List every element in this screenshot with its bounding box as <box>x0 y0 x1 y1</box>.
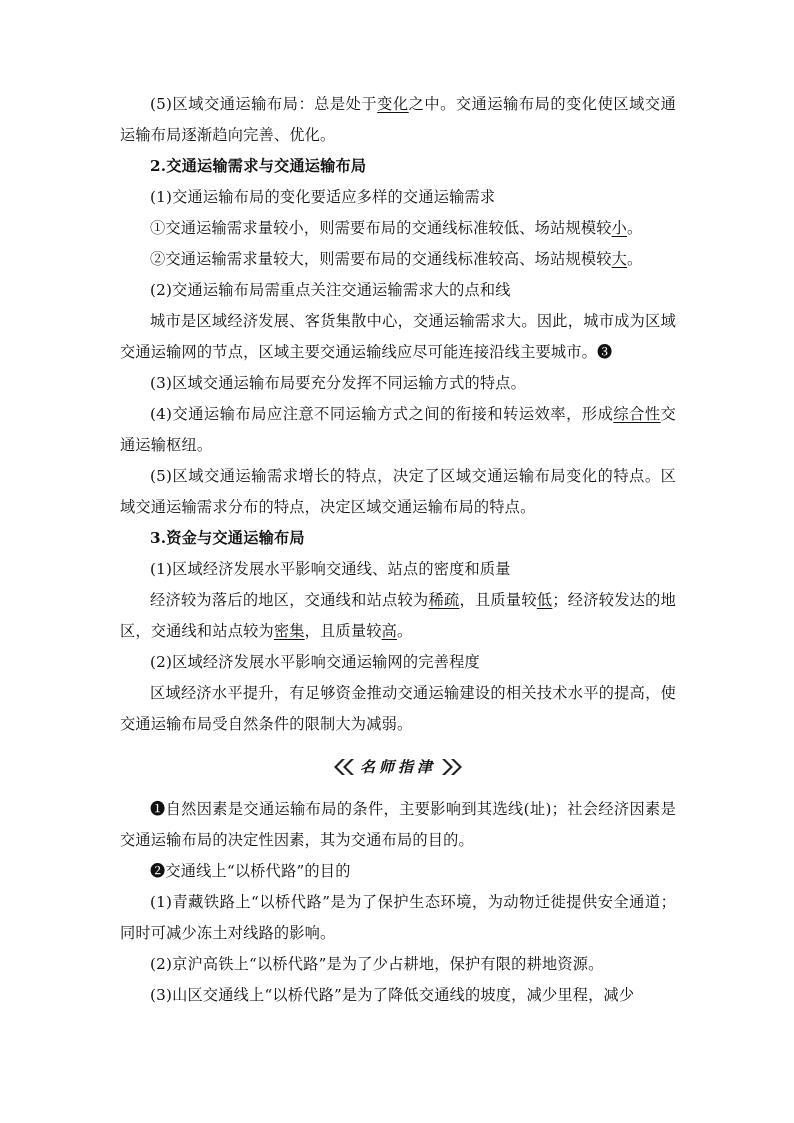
underlined-answer: 高 <box>381 622 397 640</box>
paragraph: 经济较为落后的地区，交通线和站点较为稀疏，且质量较低；经济较发达的地区，交通线和站点较为密集，且质量较高。 <box>120 591 677 640</box>
paragraph: (3)区域交通运输布局要充分发挥不同运输方式的特点。 <box>150 374 527 392</box>
underlined-answer: 低 <box>536 591 553 609</box>
paragraph: ①交通运输需求量较小，则需要布局的交通线标准较低、场站规模较小。 <box>150 219 643 237</box>
paragraph: ②交通运输需求量较大，则需要布局的交通线标准较高、场站规模较大。 <box>150 250 643 268</box>
underlined-answer: 变化 <box>377 95 409 113</box>
double-chevron-right-icon <box>442 758 464 776</box>
paragraph: (5)区域交通运输需求增长的特点，决定了区域交通运输布局变化的特点。区域交通运输需求分布的特点，决定区域交通运输布局的特点。 <box>120 467 676 516</box>
underlined-answer: 稀疏 <box>428 591 460 609</box>
paragraph: (1)区域经济发展水平影响交通线、站点的密度和质量 <box>150 560 511 578</box>
paragraph: (4)交通运输布局应注意不同运输方式之间的衔接和转运效率，形成综合性交通运输枢纽。 <box>120 405 676 454</box>
note-paragraph: ❷交通线上“以桥代路”的目的 <box>150 862 351 880</box>
underlined-answer: 小 <box>611 219 628 237</box>
note-paragraph: (2)京沪高铁上“以桥代路”是为了少占耕地，保护有限的耕地资源。 <box>150 955 604 973</box>
paragraph: (2)区域经济发展水平影响交通运输网的完善程度 <box>150 653 480 671</box>
double-chevron-left-icon <box>332 758 354 776</box>
note-paragraph: ❶自然因素是交通运输布局的条件，主要影响到其选线(址)；社会经济因素是交通运输布局的决定性因素，其为交通布局的目的。 <box>120 800 676 849</box>
section-heading-2: 2.交通运输需求与交通运输布局 <box>150 157 367 175</box>
paragraph: (1)交通运输布局的变化要适应多样的交通运输需求 <box>150 188 496 206</box>
note-paragraph: (3)山区交通线上“以桥代路”是为了降低交通线的坡度，减少里程，减少 <box>150 986 635 1004</box>
underlined-answer: 综合性 <box>613 405 661 423</box>
note-paragraph: (1)青藏铁路上“以桥代路”是为了保护生态环境，为动物迁徙提供安全通道；同时可减少冻土对线路的影响。 <box>120 893 676 942</box>
tips-banner-title: 名师指津 <box>359 757 436 776</box>
paragraph: (5)区域交通运输布局：总是处于变化之中。交通运输布局的变化使区域交通运输布局逐渐趋向完善、优化。 <box>120 95 676 144</box>
tips-banner <box>120 740 676 794</box>
paragraph: 区域经济水平提升，有足够资金推动交通运输建设的相关技术水平的提高，使交通运输布局受自然条件的限制大为减弱。 <box>120 684 676 733</box>
underlined-answer: 大 <box>611 250 628 268</box>
document-body <box>120 89 676 1011</box>
underlined-answer: 密集 <box>273 622 305 640</box>
paragraph: (2)交通运输布局需重点关注交通运输需求大的点和线 <box>150 281 511 299</box>
section-heading-3: 3.资金与交通运输布局 <box>150 529 305 547</box>
paragraph: 城市是区域经济发展、客货集散中心，交通运输需求大。因此，城市成为区域交通运输网的节点，区域主要交通运输线应尽可能连接沿线主要城市。❸ <box>120 312 676 361</box>
